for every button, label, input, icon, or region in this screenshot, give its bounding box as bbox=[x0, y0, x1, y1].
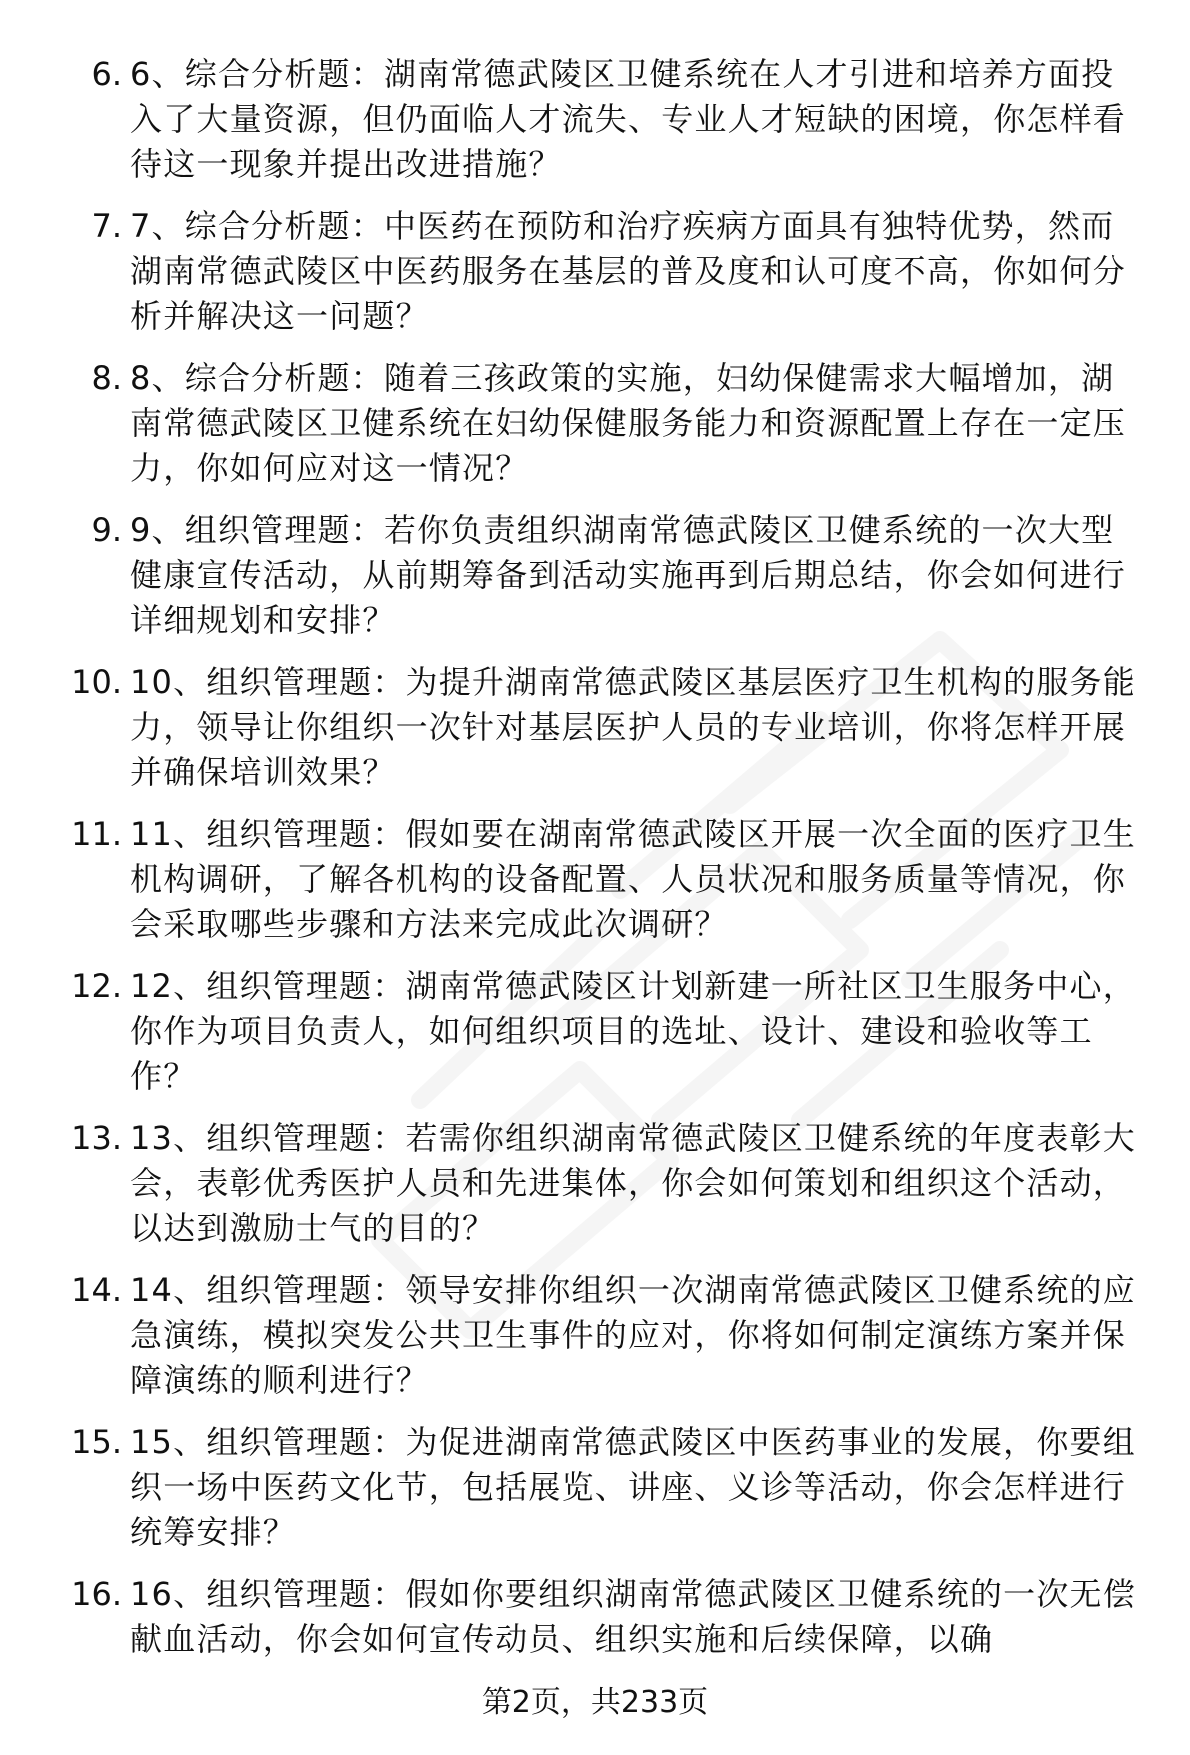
question-text: 16、组织管理题：假如你要组织湖南常德武陵区卫健系统的一次无偿献血活动，你会如何宣传动员、组织实施和后续保障，以确 bbox=[130, 1575, 1136, 1658]
page-footer: 第2页，共233页 bbox=[481, 1685, 709, 1720]
question-item bbox=[58, 204, 1158, 339]
question-item bbox=[58, 964, 1158, 1099]
question-item bbox=[58, 1116, 1158, 1251]
question-text: 6、综合分析题：湖南常德武陵区卫健系统在人才引进和培养方面投入了大量资源，但仍面临人才流失、专业人才短缺的困境，你怎样看待这一现象并提出改进措施？ bbox=[130, 55, 1127, 183]
question-text: 11、组织管理题：假如要在湖南常德武陵区开展一次全面的医疗卫生机构调研，了解各机构的设备配置、人员状况和服务质量等情况，你会采取哪些步骤和方法来完成此次调研？ bbox=[130, 815, 1136, 943]
question-number: 8. bbox=[91, 359, 122, 397]
question-item bbox=[58, 508, 1158, 643]
question-item bbox=[58, 1572, 1158, 1662]
question-number: 16. bbox=[71, 1575, 122, 1613]
question-number: 7. bbox=[91, 207, 122, 245]
question-item bbox=[58, 812, 1158, 947]
question-list bbox=[58, 52, 1158, 1679]
question-number: 13. bbox=[71, 1119, 122, 1157]
question-item bbox=[58, 1268, 1158, 1403]
question-text: 13、组织管理题：若需你组织湖南常德武陵区卫健系统的年度表彰大会，表彰优秀医护人员和先进集体，你会如何策划和组织这个活动，以达到激励士气的目的？ bbox=[130, 1119, 1136, 1247]
question-number: 14. bbox=[71, 1271, 122, 1309]
question-item bbox=[58, 660, 1158, 795]
question-text: 15、组织管理题：为促进湖南常德武陵区中医药事业的发展，你要组织一场中医药文化节，包括展览、讲座、义诊等活动，你会怎样进行统筹安排？ bbox=[130, 1423, 1136, 1551]
question-item bbox=[58, 1420, 1158, 1555]
question-number: 15. bbox=[71, 1423, 122, 1461]
question-number: 11. bbox=[71, 815, 122, 853]
question-item bbox=[58, 356, 1158, 491]
question-number: 12. bbox=[71, 967, 122, 1005]
question-text: 8、综合分析题：随着三孩政策的实施，妇幼保健需求大幅增加，湖南常德武陵区卫健系统在妇幼保健服务能力和资源配置上存在一定压力，你如何应对这一情况？ bbox=[130, 359, 1127, 487]
question-item bbox=[58, 52, 1158, 187]
question-text: 14、组织管理题：领导安排你组织一次湖南常德武陵区卫健系统的应急演练，模拟突发公共卫生事件的应对，你将如何制定演练方案并保障演练的顺利进行？ bbox=[130, 1271, 1136, 1399]
question-text: 9、组织管理题：若你负责组织湖南常德武陵区卫健系统的一次大型健康宣传活动，从前期筹备到活动实施再到后期总结，你会如何进行详细规划和安排？ bbox=[130, 511, 1127, 639]
question-number: 6. bbox=[91, 55, 122, 93]
question-text: 7、综合分析题：中医药在预防和治疗疾病方面具有独特优势，然而湖南常德武陵区中医药服务在基层的普及度和认可度不高，你如何分析并解决这一问题？ bbox=[130, 207, 1127, 335]
question-number: 9. bbox=[91, 511, 122, 549]
question-text: 10、组织管理题：为提升湖南常德武陵区基层医疗卫生机构的服务能力，领导让你组织一次针对基层医护人员的专业培训，你将怎样开展并确保培训效果？ bbox=[130, 663, 1136, 791]
question-number: 10. bbox=[71, 663, 122, 701]
question-text: 12、组织管理题：湖南常德武陵区计划新建一所社区卫生服务中心，你作为项目负责人，如何组织项目的选址、设计、建设和验收等工作？ bbox=[130, 967, 1136, 1095]
